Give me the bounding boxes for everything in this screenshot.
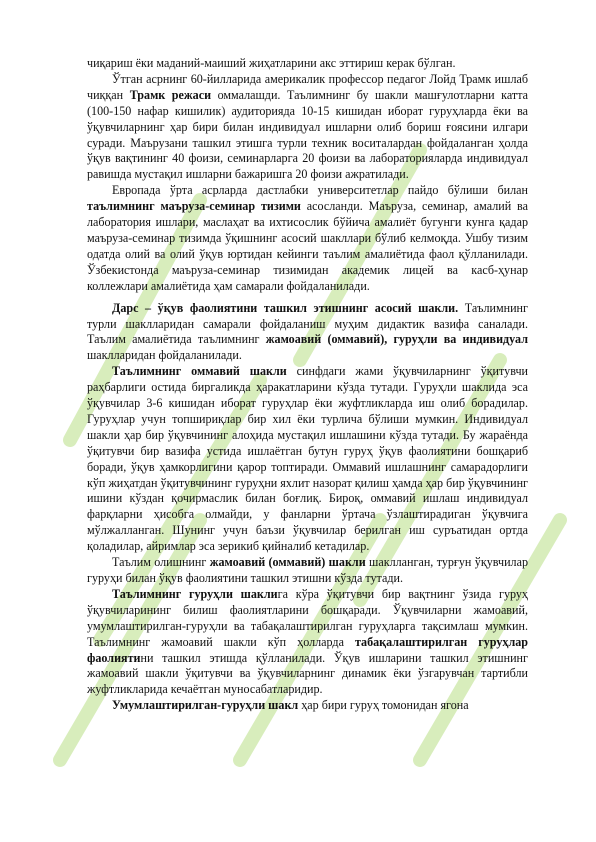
bold-term: Умумлаштирилган-гуруҳли шакл	[112, 698, 299, 713]
bold-term: табақалаштирилган гуруҳлар фаолияти	[87, 634, 528, 665]
document-page	[87, 56, 528, 714]
bold-term: жамоавий (оммавий), гуруҳли ва индивидуал	[265, 332, 528, 347]
text-run: Таълим олишнинг	[112, 555, 210, 570]
text-run: шаклланган, турғун ўқувчилар гуруҳи билан ўқув фаолиятини ташкил этишни кўзда тутади.	[87, 555, 529, 585]
text-run: чиқариш ёки маданий-маиший жиҳатларини акс эттириш керак бўлган.	[87, 56, 456, 70]
text-run: Ўтган асрнинг 60-йилларида америкалик профессор педагог Лойд Трамк ишлаб чиққан	[87, 71, 528, 102]
paragraph	[87, 587, 528, 698]
bold-term: Трамк режаси	[129, 87, 212, 102]
text-run: синфдаги жами ўқувчиларнинг ўқитувчи раҳбарлиги остида биргаликда ҳаракатларини кўзда тутади. Гуруҳли шаклида эса ўқувчилар 3-6 кишидан иборат гуруҳлар ёки жуфтликларда иш олиб борадилар. Гуруҳлар учун топшириқлар бир хил ёки турлича бўлиши мумкин. Индивидуал шакли ҳар бир ўқувчининг алоҳида мустақил ишлашини кўзда тутади. Бу жараёнда ўқитувчи бир вазифа устида ишлаётган бутун гуруҳ ўқув фаолиятини бошқариб боради, ўқув ҳамкорлигини қарор топтиради. Оммавий ишлашнинг самарадорлиги кўп жиҳатдан ўқитувчининг гуруҳни яхлит назорат қилиш ҳамда ҳар бир ўқувчининг ишини кўздан қочирмаслик билан боғлиқ. Бироқ, оммавий ишлаш индивидуал фарқларни ҳисобга олмайди, у фанларни ўртача ўзлаштирадиган ўқувчига мўлжалланган. Шунинг учун баъзи ўқувчилар берилган иш суръатидан ортда қоладилар, айримлар эса зерикиб қийналиб кетадилар.	[87, 364, 528, 554]
paragraph	[87, 364, 528, 555]
bold-term: таълимнинг маъруза-семинар тизими	[87, 199, 301, 214]
text-run: Таълимнинг турли шаклларидан самарали фойдаланиш муҳим дидактик вазифа саналади. Таълим амалиётида таълимнинг	[87, 300, 528, 347]
paragraph	[87, 301, 528, 365]
text-run: га кўра ўқитувчи бир вақтнинг ўзида гуруҳ ўқувчиларининг билиш фаолиятларини бошқаради. Ўқувчиларни жамоавий, умумлаштирилган-гуруҳли ва табақалаштирилган гуруҳларга тақсимлаш мумкин. Таълимнинг жамоавий шакли кўп ҳолларда	[87, 586, 528, 649]
paragraph	[87, 698, 528, 714]
paragraph	[87, 183, 528, 294]
text-run: шаклларидан фойдаланилади.	[87, 348, 242, 363]
paragraph	[87, 56, 528, 72]
text-run: Европада ўрта асрларда дастлабки университетлар пайдо бўлиши билан	[112, 183, 528, 198]
bold-term: жамоавий (оммавий) шакли	[209, 555, 366, 570]
paragraph	[87, 555, 528, 587]
text-run: ни ташкил этишда қўлланилади. Ўқув ишларини ташкил этишнинг жамоавий шакли ўқитувчи ва ўқувчиларнинг динамик ёки ўзгарувчан тартибли жуфтликларида кечаётган муносабатларидир.	[87, 650, 528, 697]
bold-term: Таълимнинг гуруҳли шакли	[112, 586, 278, 601]
text-run: ҳар бири гуруҳ томонидан ягона	[298, 698, 469, 713]
bold-term: Дарс – ўқув фаолиятини ташкил этишнинг асосий шакли.	[112, 300, 459, 315]
text-run: оммалашди. Таълимнинг бу шакли машғулотларни катта (100-150 нафар кишилик) аудиторияда 10-15 кишидан иборат гуруҳларда ёки ва ўқувчиларнинг ҳар бири билан индивидуал ишларни олиб бориш ғоясини илгари суради. Маърузани ташкил этишга турли техник воситалардан фойдаланган ҳолда ўқув вақтининг 40 фоизи, семинарларга 20 фоизи ва лабораторияларда индивидуал равишда мустақил ишларни бажаришга 20 фоизи ажратилади.	[87, 87, 528, 182]
text-run: асосланди. Маъруза, семинар, амалий ва лаборатория ишлари, маслаҳат ва ихтисослик бўйича амалиёт бугунги кунга қадар маъруза-семинар тизимда ўқишнинг асосий шакллари бўлиб келмоқда. Ушбу тизим одатда олий ва олий ўқув юртидан кейинги таълим амалиётида фаол қўлланилади. Ўзбекистонда маъруза-семинар тизимидан академик лицей ва касб-ҳунар коллежлари амалиётида ҳам самарали фойдаланилади.	[87, 199, 528, 293]
paragraph	[87, 72, 528, 183]
bold-term: Таълимнинг оммавий шакли	[112, 364, 287, 379]
